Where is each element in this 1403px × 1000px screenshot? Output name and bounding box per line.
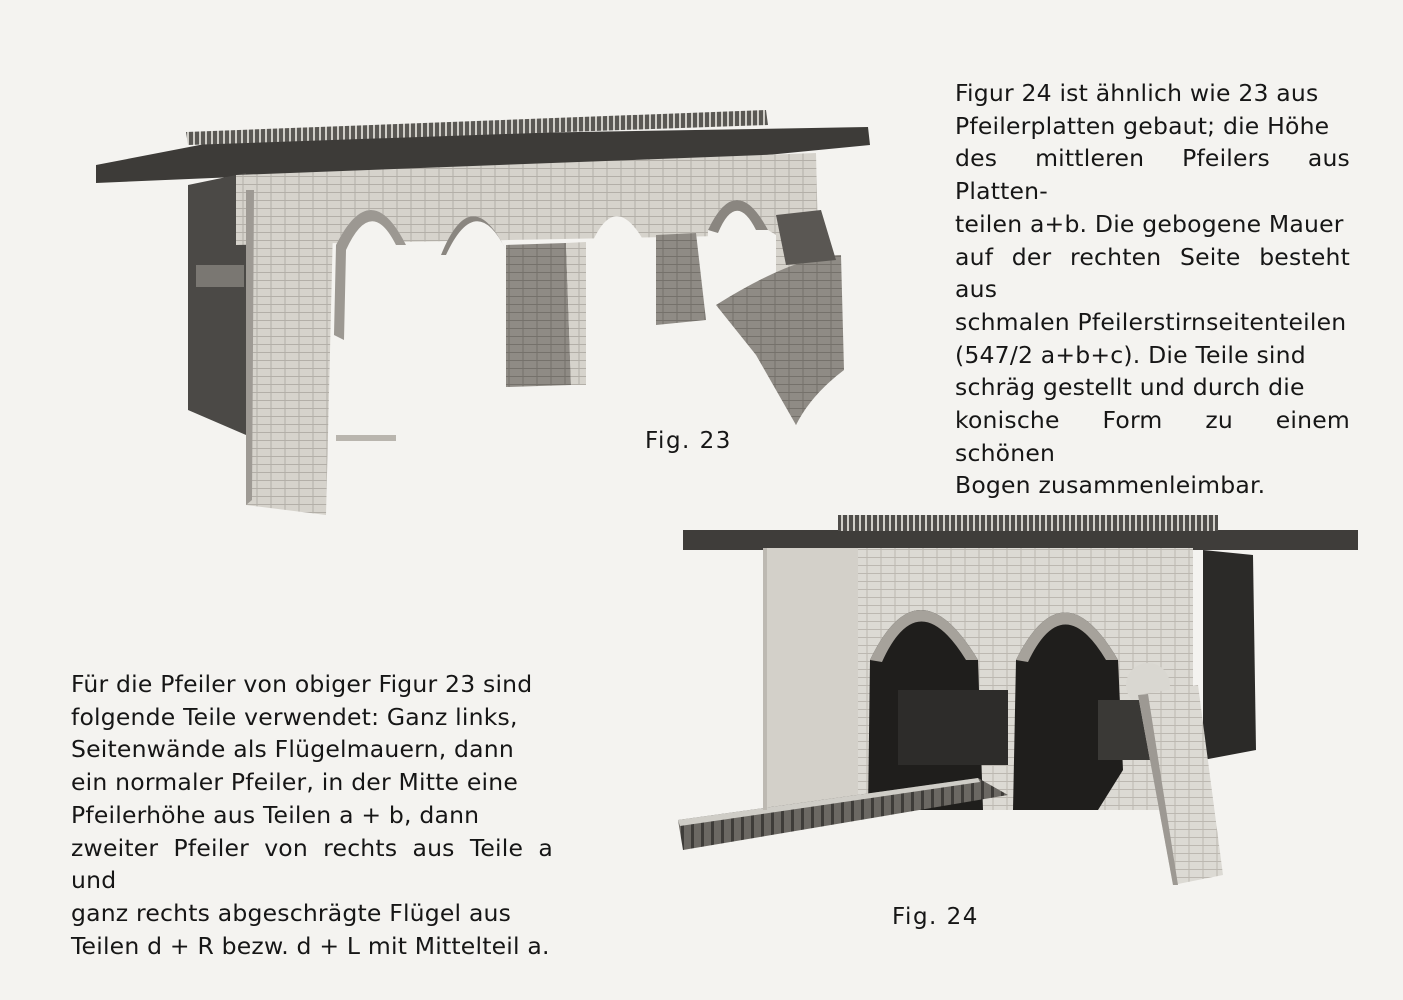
text-line: Für die Pfeiler von obiger Figur 23 sind (71, 670, 533, 698)
text-line: des mittleren Pfeilers aus Platten- (955, 144, 1350, 206)
paragraph-figure-24-description (955, 77, 1350, 502)
text-line: Bogen zusammenleimbar. (955, 471, 1266, 500)
text-line: Seitenwände als Flügelmauern, dann (71, 735, 514, 764)
text-line: Figur 24 ist ähnlich wie 23 aus (955, 79, 1319, 107)
text-line: ein normaler Pfeiler, in der Mitte eine (71, 768, 519, 797)
text-line: auf der rechten Seite besteht aus (955, 242, 1350, 304)
text-line: ganz rechts abgeschrägte Flügel aus (71, 898, 512, 927)
text-line: (547/2 a+b+c). Die Teile sind (955, 340, 1306, 369)
text-line: schräg gestellt und durch die (955, 373, 1305, 402)
text-line: Teilen d + R bezw. d + L mit Mittelteil a. (71, 931, 550, 960)
text-line: konische Form zu einem schönen (955, 406, 1350, 467)
text-line: Pfeilerhöhe aus Teilen a + b, dann (71, 800, 480, 829)
text-line: folgende Teile verwendet: Ganz links, (71, 702, 518, 731)
caption-fig-23: Fig. 23 (645, 428, 732, 454)
text-line: zweiter Pfeiler von rechts aus Teile a und (71, 833, 553, 895)
text-line: schmalen Pfeilerstirnseitenteilen (955, 307, 1347, 336)
caption-fig-24: Fig. 24 (892, 904, 979, 930)
paragraph-figure-23-parts (71, 668, 553, 962)
text-line: Pfeilerplatten gebaut; die Höhe (955, 111, 1330, 140)
figure-23-viaduct-photo (96, 105, 874, 525)
text-line: teilen a+b. Die gebogene Mauer (955, 209, 1344, 238)
figure-24-bridge-photo (678, 510, 1358, 890)
